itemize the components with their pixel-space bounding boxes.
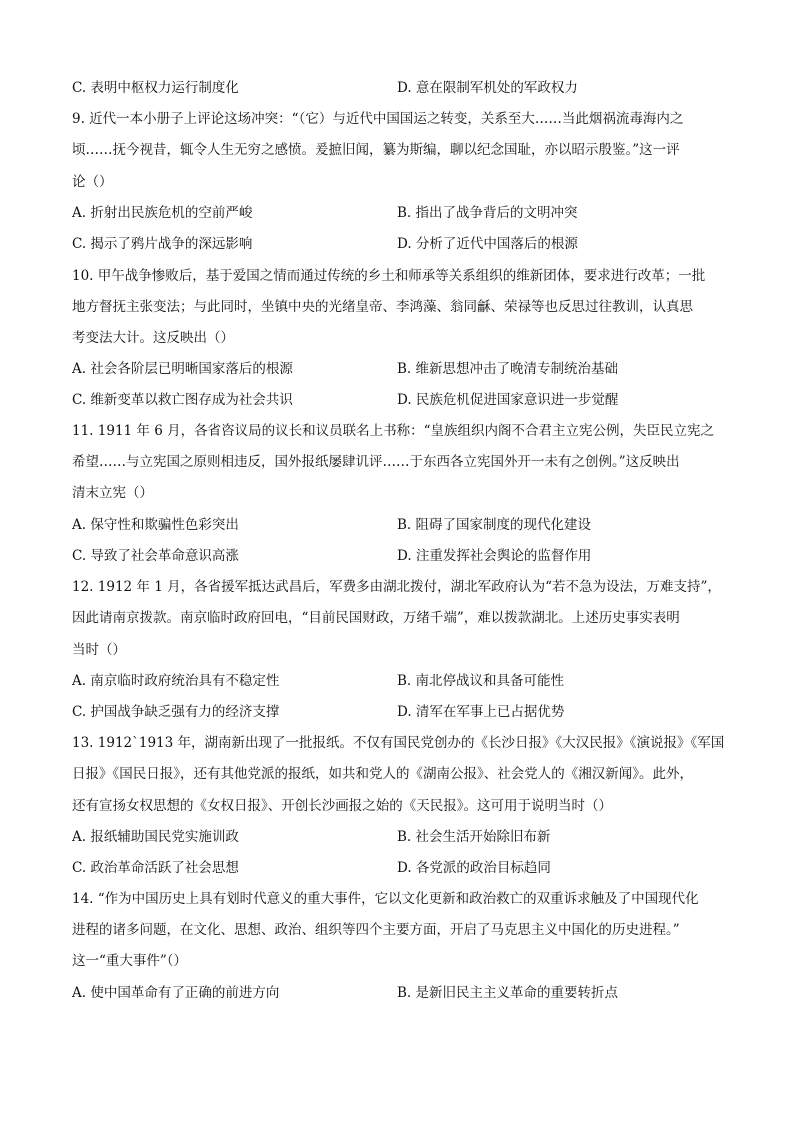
q13-stem-line-2: 日报》《国民日报》，还有其他党派的报纸，如共和党人的《湖南公报》、社会党人的《湘汉新闻》。此外， bbox=[72, 766, 693, 782]
q12-option-c: C. 护国战争缺乏强有力的经济支撑 bbox=[72, 704, 280, 720]
q14-option-b: B. 是新旧民主主义革命的重要转折点 bbox=[397, 985, 619, 1001]
q11-stem-line-2: 希望……与立宪国之原则相违反，国外报纸屡肆讥评……于东西各立宪国外开一未有之创例。”这反映出 bbox=[72, 454, 680, 470]
q11-option-a: A. 保守性和欺骗性色彩突出 bbox=[72, 517, 239, 533]
q11-option-c: C. 导致了社会革命意识高涨 bbox=[72, 548, 239, 564]
q9-option-d: D. 分析了近代中国落后的根源 bbox=[397, 236, 578, 252]
q12-stem-line-2: 因此请南京拨款。南京临时政府回电，“目前民国财政，万绪千端”，难以拨款湖北。上述历史事实表明 bbox=[72, 610, 680, 626]
q10-stem-line-2: 地方督抚主张变法；与此同时，坐镇中央的光绪皇帝、李鸿藻、翁同龢、荣禄等也反思过往教训，认真思 bbox=[72, 299, 693, 315]
q12-stem-line-1: 12. 1912 年 1 月，各省援军抵达武昌后，军费多由湖北拨付，湖北军政府认为“若不急为设法，万难支持”， bbox=[72, 579, 721, 595]
q13-stem-line-3: 还有宣扬女权思想的《女权日报》、开创长沙画报之始的《天民报》。这可用于说明当时（） bbox=[72, 798, 612, 814]
q14-stem-line-3: 这一“重大事件”（） bbox=[72, 953, 188, 969]
q9-option-a: A. 折射出民族危机的空前严峻 bbox=[72, 205, 253, 221]
q9-stem-line-1: 9. 近代一本小册子上评论这场冲突：“（它）与近代中国国运之转变，关系至大……当此烟祸流毒海内之 bbox=[72, 111, 684, 127]
q11-stem-line-3: 清末立宪（） bbox=[72, 485, 153, 501]
q13-stem-line-1: 13. 1912`1913 年，湖南新出现了一批报纸。不仅有国民党创办的《长沙日报》《大汉民报》《演说报》《军国 bbox=[72, 735, 725, 751]
q13-option-a: A. 报纸辅助国民党实施训政 bbox=[72, 829, 239, 845]
q14-option-a: A. 使中国革命有了正确的前进方向 bbox=[72, 985, 280, 1001]
q10-option-d: D. 民族危机促进国家意识进一步觉醒 bbox=[397, 392, 619, 408]
q12-option-a: A. 南京临时政府统治具有不稳定性 bbox=[72, 673, 280, 689]
q9-stem-line-2: 顷……抚今视昔，辄令人生无穷之感愤。爰摭旧闻，纂为斯编，聊以纪念国耻，亦以昭示殷鉴。”这一评 bbox=[72, 142, 680, 158]
q10-option-c: C. 维新变革以救亡图存成为社会共识 bbox=[72, 392, 293, 408]
q10-option-a: A. 社会各阶层已明晰国家落后的根源 bbox=[72, 361, 293, 377]
q12-option-b: B. 南北停战议和具备可能性 bbox=[397, 673, 565, 689]
q11-option-d: D. 注重发挥社会舆论的监督作用 bbox=[397, 548, 592, 564]
q10-stem-line-3: 考变法大计。这反映出（） bbox=[72, 330, 234, 346]
q9-option-c: C. 揭示了鸦片战争的深远影响 bbox=[72, 236, 253, 252]
q13-option-b: B. 社会生活开始除旧布新 bbox=[397, 829, 551, 845]
q9-option-b: B. 指出了战争背后的文明冲突 bbox=[397, 205, 578, 221]
q8-option-c: C. 表明中枢权力运行制度化 bbox=[72, 80, 239, 96]
q13-option-d: D. 各党派的政治目标趋同 bbox=[397, 860, 551, 876]
q12-stem-line-3: 当时（） bbox=[72, 642, 126, 658]
q10-stem-line-1: 10. 甲午战争惨败后，基于爱国之情而通过传统的乡土和师承等关系组织的维新团体，要求进行改革；一批 bbox=[72, 268, 706, 284]
q11-option-b: B. 阻碍了国家制度的现代化建设 bbox=[397, 517, 592, 533]
q10-option-b: B. 维新思想冲击了晚清专制统治基础 bbox=[397, 361, 619, 377]
q9-stem-line-3: 论（） bbox=[72, 174, 113, 190]
q13-option-c: C. 政治革命活跃了社会思想 bbox=[72, 860, 239, 876]
q12-option-d: D. 清军在军事上已占据优势 bbox=[397, 704, 565, 720]
q11-stem-line-1: 11. 1911 年 6 月，各省咨议局的议长和议员联名上书称：“皇族组织内阁不合君主立宪公例，失臣民立宪之 bbox=[72, 423, 714, 439]
q14-stem-line-1: 14. “作为中国历史上具有划时代意义的重大事件，它以文化更新和政治救亡的双重诉求触及了中国现代化 bbox=[72, 891, 699, 907]
q14-stem-line-2: 进程的诸多问题，在文化、思想、政治、组织等四个主要方面，开启了马克思主义中国化的历史进程。” bbox=[72, 922, 680, 938]
q8-option-d: D. 意在限制军机处的军政权力 bbox=[397, 80, 578, 96]
